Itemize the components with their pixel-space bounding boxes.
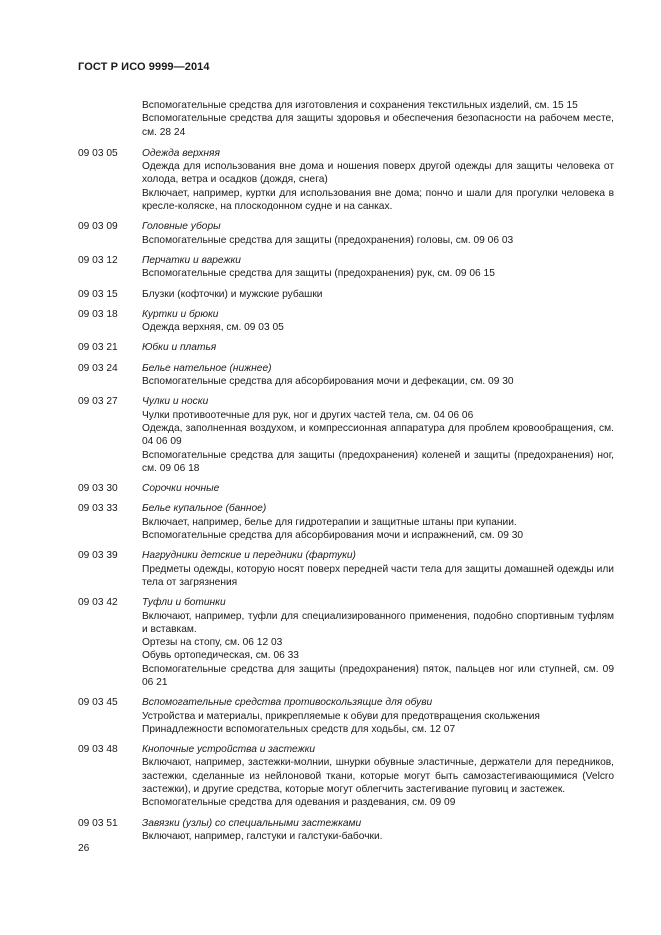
- classification-list: [78, 92, 614, 843]
- entry-body: [142, 596, 614, 689]
- entry-body: [142, 341, 614, 354]
- entry-body: [142, 362, 614, 389]
- entry-description: Включают, например, застежки-молнии, шнурки обувные эластичные, держатели для передников, застежки, сделанные из нейлоновой ткани, которые могут быть самозастегивающимися (Velcro застежки), и другие средства, которые могут облегчить застегивание пуговиц и застежек.: [142, 757, 614, 796]
- entry-code: 09 03 27: [78, 396, 118, 408]
- entry-code: 09 03 42: [78, 597, 118, 609]
- entry-code: 09 03 15: [78, 288, 118, 300]
- classification-entry: [78, 696, 614, 736]
- entry-body: [142, 308, 614, 335]
- entry-description: Включает, например, куртки для использования вне дома; пончо и шали для прогулки человека в кресле-коляске, на плоскодонном судне и на санках.: [142, 187, 614, 213]
- entry-description: Вспомогательные средства для защиты (предохранения) пяток, пальцев ног или ступней, см. 09 06 21: [142, 663, 614, 688]
- entry-code: 09 03 09: [78, 221, 118, 233]
- entry-description: Вспомогательные средства для защиты (предохранения) коленей и защиты (предохранения) ног, см. 09 06 18: [142, 449, 614, 474]
- entry-code: 09 03 21: [78, 342, 118, 354]
- entry-code: 09 03 51: [78, 817, 118, 829]
- entry-code: 09 03 33: [78, 503, 118, 515]
- entry-description: Включают, например, туфли для специализированного применения, подобно спортивным туфлям и вставкам.: [142, 610, 614, 635]
- entry-description: Вспомогательные средства для защиты (предохранения) рук, см. 09 06 15: [142, 268, 495, 280]
- entry-body: [142, 220, 614, 247]
- entry-body: [142, 99, 614, 139]
- entry-title: Вспомогательные средства противоскользящие для обуви: [142, 697, 433, 709]
- entry-description: Вспомогательные средства для одевания и раздевания, см. 09 09: [142, 797, 456, 809]
- entry-description: Вспомогательные средства для абсорбирования мочи и дефекации, см. 09 30: [142, 376, 514, 388]
- classification-entry: [78, 147, 614, 213]
- entry-code: 09 03 45: [78, 697, 118, 709]
- classification-entry: [78, 288, 614, 301]
- classification-entry: [78, 341, 614, 354]
- classification-entry: [78, 502, 614, 542]
- entry-body: [142, 549, 614, 589]
- entry-title: Белье нательное (нижнее): [142, 362, 272, 374]
- entry-body: [142, 254, 614, 281]
- entry-title: Куртки и брюки: [142, 308, 219, 320]
- entry-code: 09 03 05: [78, 147, 118, 159]
- classification-entry: [78, 549, 614, 589]
- entry-code: 09 03 30: [78, 483, 118, 495]
- page-number: 26: [78, 843, 90, 854]
- classification-entry: [78, 220, 614, 247]
- entry-description: Включает, например, белье для гидротерапии и защитные штаны при купании.: [142, 516, 517, 528]
- entry-code: [78, 99, 142, 139]
- entry-description: Ортезы на стопу, см. 06 12 03: [142, 637, 283, 649]
- entry-description: Блузки (кофточки) и мужские рубашки: [142, 288, 323, 300]
- entry-description: Одежда для использования вне дома и ношения поверх другой одежды для защиты человека от холода, ветра и осадков (дождя, снега): [142, 161, 614, 186]
- entry-title: Перчатки и варежки: [142, 254, 241, 266]
- entry-description: Вспомогательные средства для защиты (предохранения) головы, см. 09 06 03: [142, 234, 514, 246]
- entry-description: Чулки противоотечные для рук, ног и других частей тела, см. 04 06 06: [142, 409, 474, 421]
- entry-title: Сорочки ночные: [142, 483, 220, 495]
- entry-title: Одежда верхняя: [142, 147, 220, 159]
- classification-entry: [78, 308, 614, 335]
- classification-entry: [78, 817, 614, 844]
- entry-description: Устройства и материалы, прикрепляемые к обуви для предотвращения скольжения: [142, 710, 540, 722]
- entry-title: Нагрудники детские и передники (фартуки): [142, 550, 356, 562]
- classification-entry: [78, 395, 614, 475]
- classification-entry: [78, 596, 614, 689]
- document-header: ГОСТ Р ИСО 9999—2014: [78, 61, 210, 73]
- entry-description: Обувь ортопедическая, см. 06 33: [142, 650, 299, 662]
- entry-description: Включают, например, галстуки и галстуки-бабочки.: [142, 830, 383, 842]
- classification-entry: [78, 254, 614, 281]
- entry-description: Принадлежности вспомогательных средств для ходьбы, см. 12 07: [142, 723, 456, 735]
- entry-code: 09 03 39: [78, 550, 118, 562]
- entry-body: [142, 395, 614, 475]
- classification-entry: [78, 362, 614, 389]
- entry-description: Одежда, заполненная воздухом, и компрессионная аппаратура для проблем кровообращения, см. 04 06 09: [142, 422, 614, 448]
- entry-code: 09 03 24: [78, 362, 118, 374]
- entry-code: 09 03 48: [78, 744, 118, 756]
- entry-body: [142, 482, 614, 495]
- entry-code: 09 03 12: [78, 254, 118, 266]
- entry-body: [142, 502, 614, 542]
- entry-description: Вспомогательные средства для абсорбирования мочи и испражнений, см. 09 30: [142, 530, 524, 542]
- classification-entry: [78, 743, 614, 809]
- entry-description: Вспомогательные средства для изготовления и сохранения текстильных изделий, см. 15 15: [142, 100, 578, 111]
- entry-body: [142, 743, 614, 809]
- entry-title: Туфли и ботинки: [142, 597, 226, 609]
- classification-entry: [78, 482, 614, 495]
- entry-body: [142, 696, 614, 736]
- entry-title: Белье купальное (банное): [142, 503, 267, 515]
- entry-title: Головные уборы: [142, 221, 221, 233]
- entry-description: Вспомогательные средства для защиты здоровья и обеспечения безопасности на рабочем месте, см. 28 24: [142, 113, 614, 138]
- entry-code: 09 03 18: [78, 308, 118, 320]
- entry-body: [142, 288, 614, 301]
- entry-title: Юбки и платья: [142, 342, 217, 354]
- entry-title: Кнопочные устройства и застежки: [142, 744, 316, 756]
- entry-description: Предметы одежды, которую носят поверх передней части тела для защиты домашней одежды или тела от загрязнения: [142, 563, 614, 588]
- entry-title: Завязки (узлы) со специальными застежками: [142, 817, 362, 829]
- entry-body: [142, 147, 614, 213]
- entry-title: Чулки и носки: [142, 396, 209, 408]
- entry-description: Одежда верхняя, см. 09 03 05: [142, 322, 284, 334]
- entry-body: [142, 817, 614, 844]
- classification-entry: [78, 99, 614, 139]
